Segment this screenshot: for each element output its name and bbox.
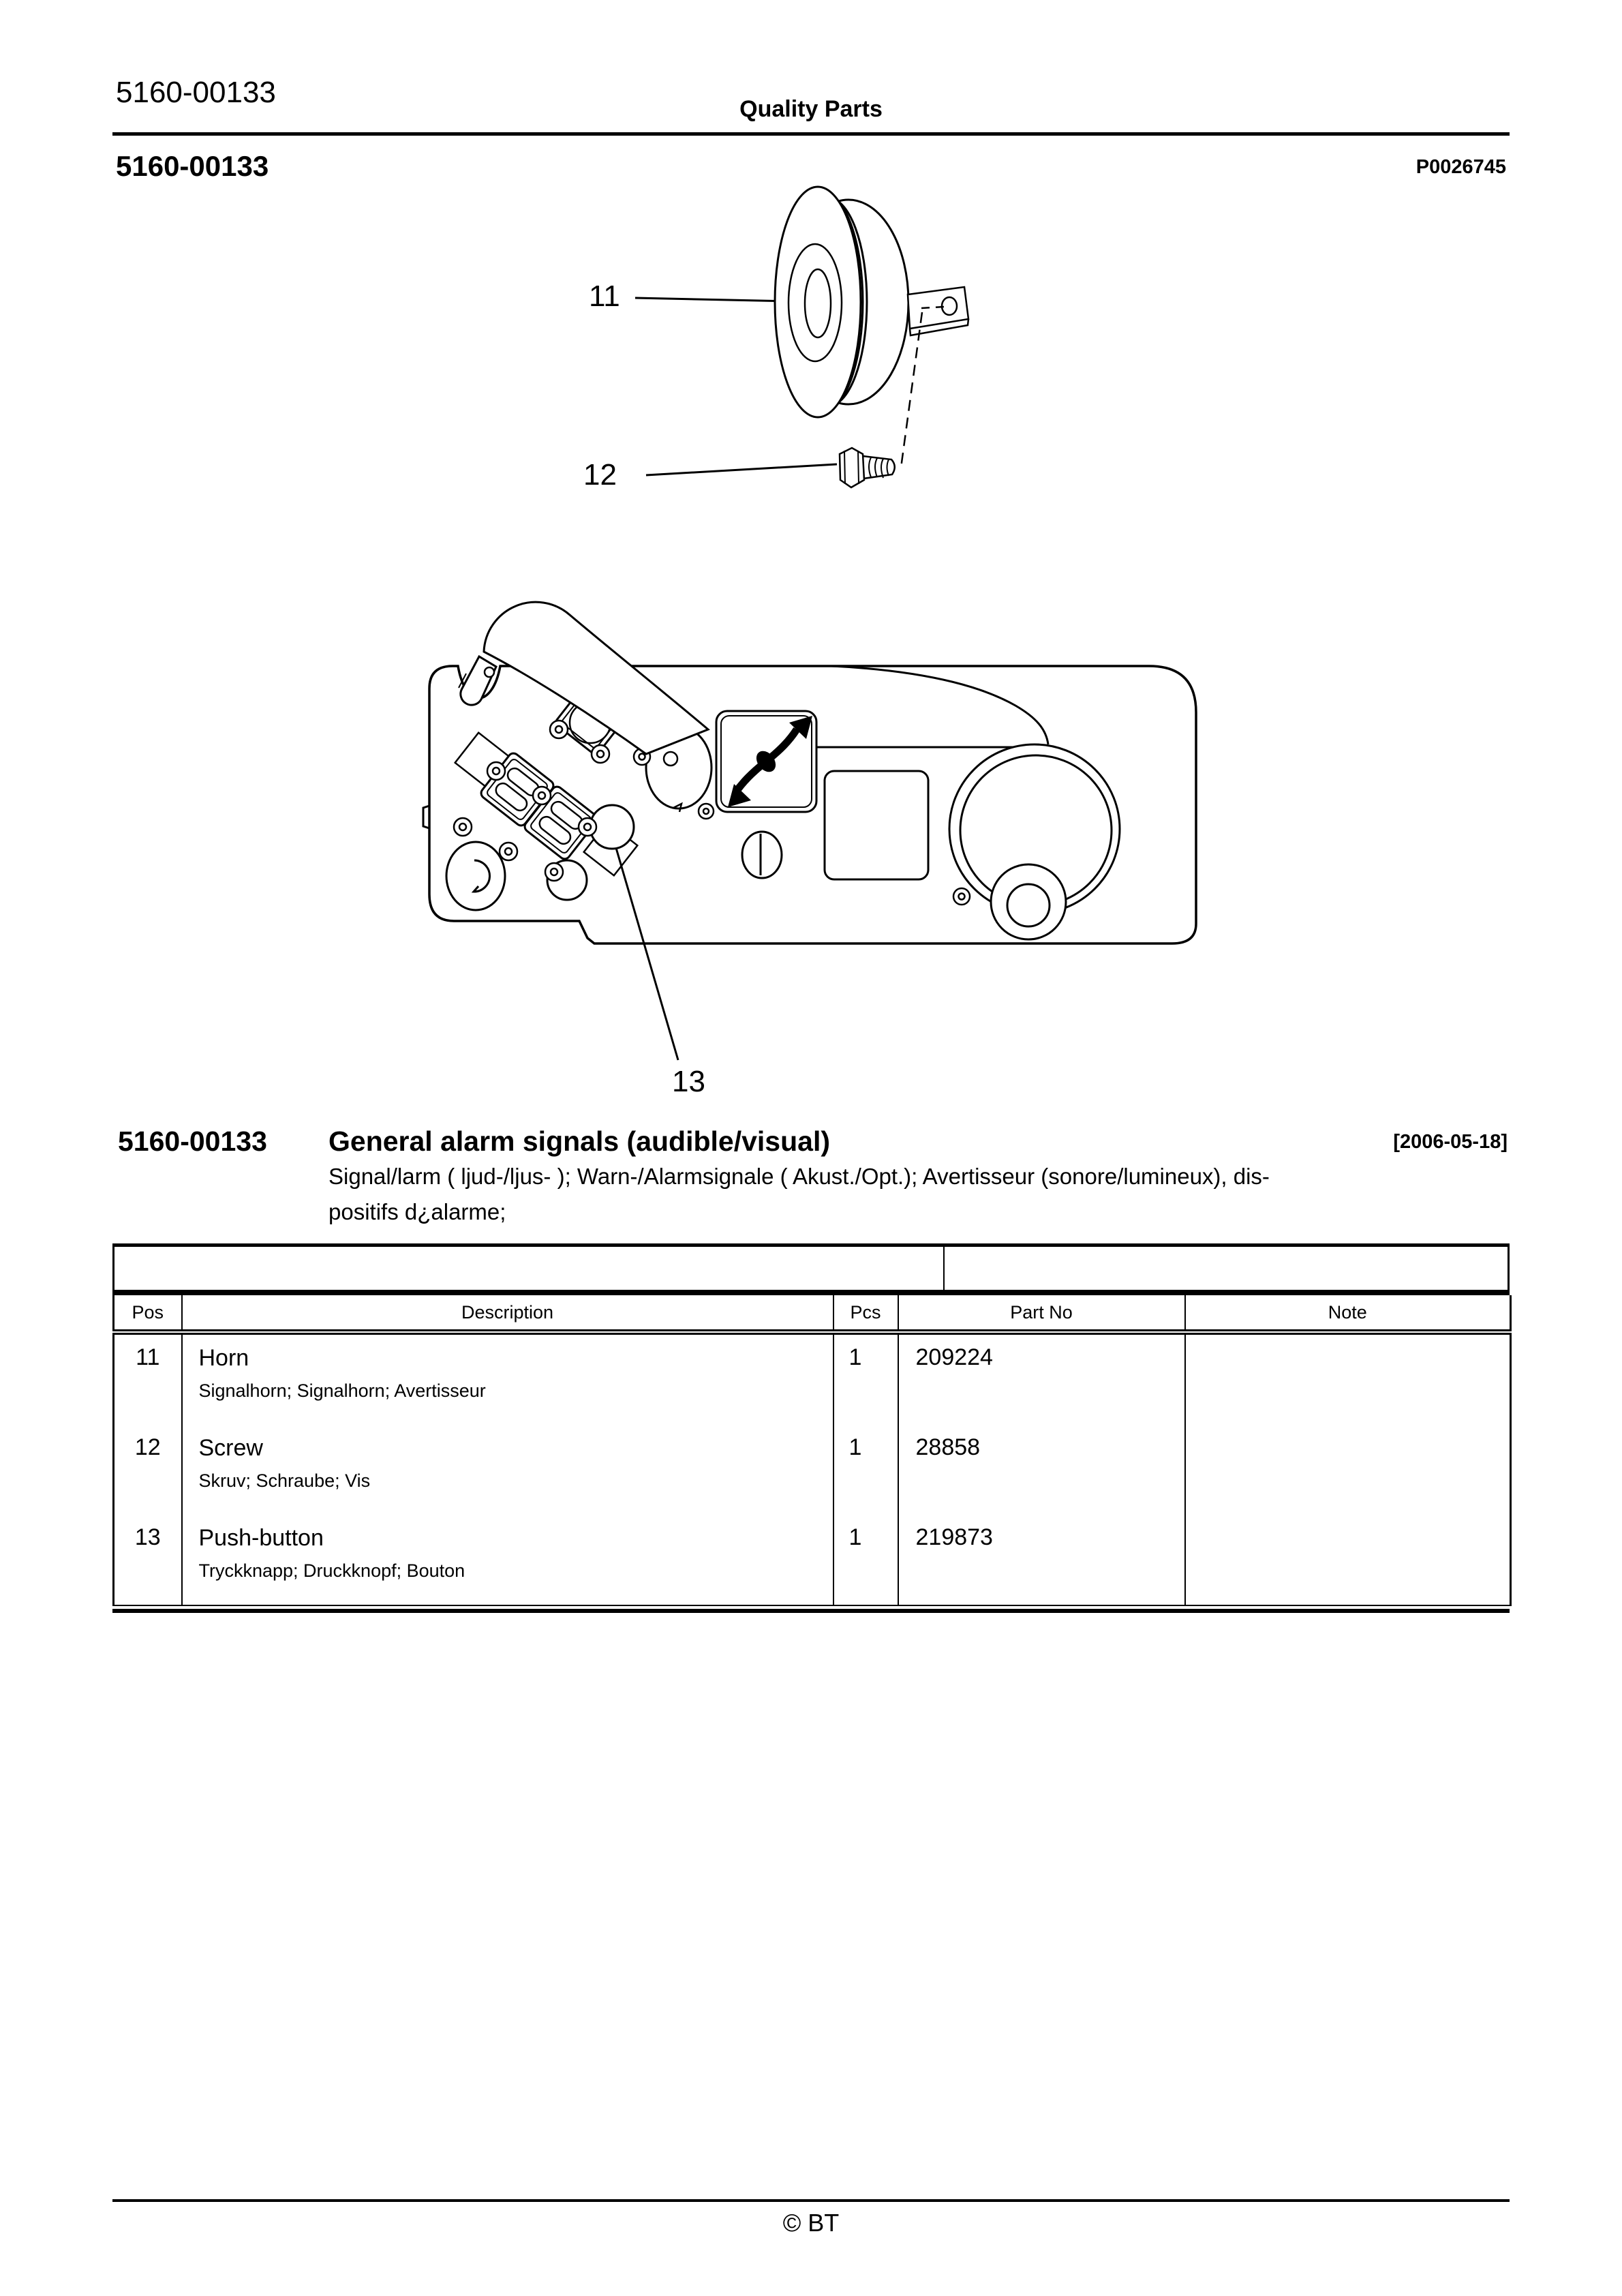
part-no-cell: 28858 [898, 1425, 1185, 1515]
horn-drawing [775, 187, 968, 417]
section-number: 5160-00133 [118, 1126, 267, 1157]
leader-line-11 [635, 298, 792, 301]
panel-drawing [423, 602, 1196, 1060]
description-cell [182, 1425, 833, 1515]
column-header-pcs: Pcs [833, 1295, 898, 1332]
part-no-cell: 219873 [898, 1515, 1185, 1605]
table-row [114, 1332, 1511, 1425]
ignition-switch [446, 842, 505, 910]
column-header-part-no: Part No [898, 1295, 1185, 1332]
leader-line-12 [646, 464, 837, 475]
figure-doc-number: 5160-00133 [116, 150, 269, 182]
steering-ring [949, 744, 1120, 939]
section-subtitle-line-1: Signal/larm ( ljud-/ljus- ); Warn-/Alarmsignale ( Akust./Opt.); Avertisseur (sonore/lumineux), dis- [328, 1164, 1270, 1189]
recess-rect [825, 771, 928, 879]
figure-label-horn: 11 [589, 280, 620, 313]
image-ref-code: P0026745 [1416, 156, 1506, 178]
footer-copyright: © BT [782, 2209, 840, 2237]
panel-figure-drawing [409, 586, 1240, 1132]
note-cell [1185, 1332, 1511, 1425]
slotted-screw [742, 832, 782, 878]
section-subtitle-line-2: positifs d¿alarme; [328, 1199, 506, 1224]
pcs-cell: 1 [833, 1425, 898, 1515]
part-no-cell: 209224 [898, 1332, 1185, 1425]
pcs-cell: 1 [833, 1332, 898, 1425]
horn-figure-drawing [579, 177, 988, 498]
pos-cell: 11 [114, 1332, 182, 1425]
direction-label [716, 711, 816, 812]
description-translations: Tryckknapp; Druckknopf; Bouton [198, 1560, 465, 1581]
table-header-row [114, 1295, 1511, 1332]
header-doc-number: 5160-00133 [116, 76, 276, 109]
knob-outer [991, 864, 1066, 939]
section-date: [2006-05-18] [1393, 1131, 1508, 1153]
description-main: Push-button [198, 1525, 324, 1551]
table-row [114, 1515, 1511, 1605]
section-title: General alarm signals (audible/visual) [328, 1126, 830, 1157]
column-header-description: Description [182, 1295, 833, 1332]
figure-label-screw: 12 [583, 458, 617, 492]
column-header-pos: Pos [114, 1295, 182, 1332]
pcs-cell: 1 [833, 1515, 898, 1605]
description-main: Horn [198, 1345, 249, 1371]
pos-cell: 13 [114, 1515, 182, 1605]
horn-bracket [908, 287, 968, 335]
figure-label-push-button: 13 [672, 1065, 705, 1098]
description-translations: Signalhorn; Signalhorn; Avertisseur [198, 1380, 486, 1401]
table-bottom-bar [112, 1609, 1510, 1613]
header-rule [112, 132, 1510, 136]
header-center-title: Quality Parts [739, 96, 883, 122]
table-band-divider [943, 1247, 945, 1290]
table-row [114, 1425, 1511, 1515]
description-main: Screw [198, 1435, 263, 1461]
note-cell [1185, 1425, 1511, 1515]
pos-cell: 12 [114, 1425, 182, 1515]
screw-drawing [840, 448, 895, 487]
note-cell [1185, 1515, 1511, 1605]
parts-table [112, 1243, 1510, 1613]
description-cell [182, 1515, 833, 1605]
table-top-band [112, 1243, 1510, 1292]
column-header-note: Note [1185, 1295, 1511, 1332]
leader-line-13 [616, 848, 678, 1060]
footer-rule [112, 2199, 1510, 2202]
description-translations: Skruv; Schraube; Vis [198, 1470, 371, 1491]
description-cell [182, 1332, 833, 1425]
